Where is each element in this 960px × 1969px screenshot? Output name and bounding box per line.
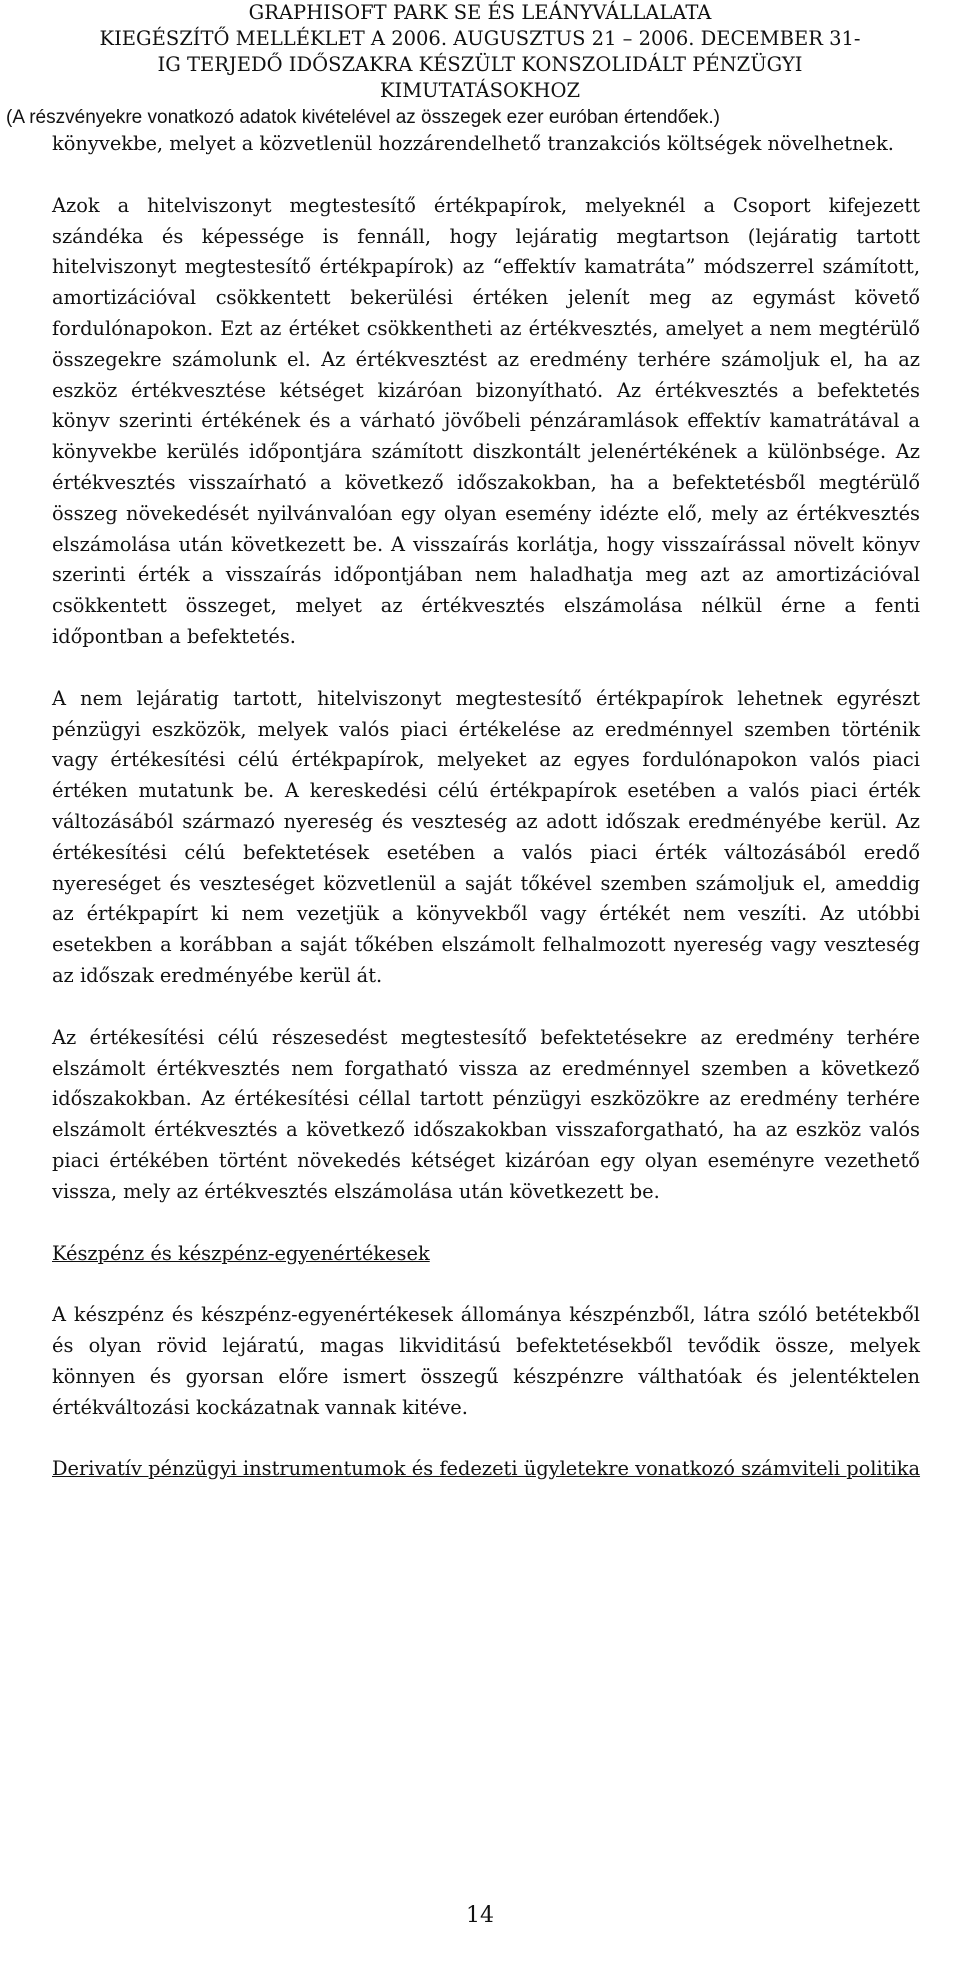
header-company-line: GRAPHISOFT PARK SE ÉS LEÁNYVÁLLALATA	[248, 1, 712, 24]
header-title-line-3: KIMUTATÁSOKHOZ	[379, 79, 581, 102]
header-title-line-1: KIEGÉSZÍTŐ MELLÉKLET A 2006. AUGUSZTUS 21 – 2006. DECEMBER 31-	[99, 27, 861, 50]
currency-note: (A részvényekre vonatkozó adatok kivételével az összegek ezer euróban értendőek.)	[6, 107, 720, 128]
section-heading-derivatives: Derivatív pénzügyi instrumentumok és fedezeti ügyletekre vonatkozó számviteli politika	[52, 1457, 921, 1481]
section-heading-cash: Készpénz és készpénz-egyenértékesek	[52, 1241, 430, 1265]
document-header	[0, 0, 960, 104]
paragraph-held-to-maturity: Azok a hitelviszonyt megtestesítő értékpapírok, melyeknél a Csoport kifejezett szándéka és képessége is fennáll, hogy lejáratig megtartson (lejáratig tartott hitelviszonyt megtestesítő értékpapírok) az “effektív kamatráta” módszerrel számított, amortizációval csökkentett bekerülési értéken jelenít meg az egymást követő fordulónapokon. Ezt az értéket csökkentheti az értékvesztés, amelyet a nem megtérülő összegekre számolunk el. Az értékvesztést az eredmény terhére számoljuk el, ha az eszköz értékvesztése kétséget kizáróan bizonyítható. Az értékvesztés a befektetés könyv szerinti értékének és a várható jövőbeli pénzáramlások effektív kamatrátával a könyvekbe kerülés időpontjára számított diszkontált jelenértékének a különbsége. Az értékvesztés visszaírható a következő időszakokban, ha a befektetésből megtérülő összeg növekedését nyilvánvalóan egy olyan esemény idézte elő, mely az értékvesztés elszámolása után következett be. A visszaírás korlátja, hogy visszaírással növelt könyv szerinti érték a visszaírás időpontjában nem haladhatja meg azt az amortizációval csökkentett összeget, melyet az értékvesztés elszámolása nélkül érne a fenti időpontban a befektetés.	[52, 193, 920, 648]
paragraph-impairment-reversal: Az értékesítési célú részesedést megtestesítő befektetésekre az eredmény terhére elszámolt értékvesztés nem forgatható vissza az eredménnyel szemben a következő időszakokban. Az értékesítési céllal tartott pénzügyi eszközökre az eredmény terhére elszámolt értékvesztés a következő időszakokban visszaforgatható, ha az eszköz valós piaci értékében történt növekedés kétséget kizáróan egy olyan eseményre vezethető vissza, mely az értékvesztés elszámolása után következett be.	[52, 1025, 920, 1203]
paragraph-continuation: könyvekbe, melyet a közvetlenül hozzárendelhető tranzakciós költségek növelhetnek.	[52, 132, 894, 155]
paragraph-cash-equivalents: A készpénz és készpénz-egyenértékesek állománya készpénzből, látra szóló betétekből és olyan rövid lejáratú, magas likviditású befektetésekből tevődik össze, melyek könnyen és gyorsan előre ismert összegű készpénzre válthatóak és jelentéktelen értékváltozási kockázatnak vannak kitéve.	[52, 1303, 920, 1419]
header-title-line-2: IG TERJEDŐ IDŐSZAKRA KÉSZÜLT KONSZOLIDÁLT PÉNZÜGYI	[157, 53, 803, 76]
page-number: 14	[466, 1903, 494, 1928]
document-body	[52, 129, 920, 1485]
paragraph-not-held-to-maturity: A nem lejáratig tartott, hitelviszonyt megtestesítő értékpapírok lehetnek egyrészt pénzügyi eszközök, melyek valós piaci értékelése az eredménnyel szemben történik vagy értékesítési célú értékpapírok, melyeket az egyes fordulónapokon valós piaci értéken mutatunk be. A kereskedési célú értékpapírok esetében a valós piaci érték változásából származó nyereség és veszteség az adott időszak eredményébe kerül. Az értékesítési célú befektetések esetében a valós piaci érték változásából eredő nyereséget és veszteséget közvetlenül a saját tőkével szemben számoljuk el, ameddig az értékpapírt ki nem vezetjük a könyvekből vagy értékét nem veszíti. Az utóbbi esetekben a korábban a saját tőkében elszámolt felhalmozott nyereség vagy veszteség az időszak eredményébe kerül át.	[52, 686, 920, 987]
